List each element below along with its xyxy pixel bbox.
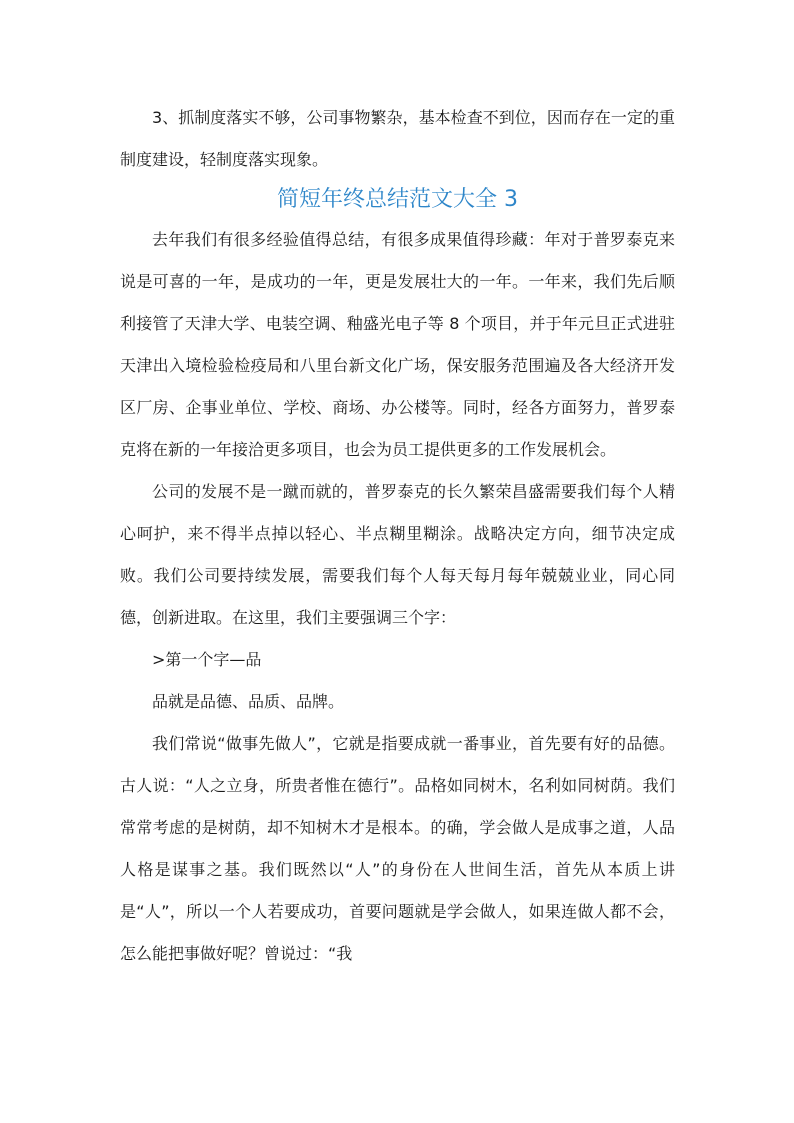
document-page bbox=[120, 97, 675, 975]
subheading-first-character: >第一个字—品 bbox=[152, 650, 262, 669]
body-paragraph: 去年我们有很多经验值得总结，有很多成果值得珍藏：年对于普罗泰克来说是可喜的一年，是成功的一年，更是发展壮大的一年。一年来，我们先后顺利接管了天津大学、电装空调、釉盛光电子等 8 个项目，并于年元旦正式进驻天津出入境检验检疫局和八里台新文化广场，保安服务范围遍及各大经济开发区厂房、企事业单位、学校、商场、办公楼等。同时，经各方面努力，普罗泰克将在新的一年接洽更多项目，也会为员工提供更多的工作发展机会。 bbox=[120, 230, 675, 459]
section-title: 简短年终总结范文大全 3 bbox=[277, 187, 518, 212]
body-paragraph: 我们常说“做事先做人”，它就是指要成就一番事业，首先要有好的品德。古人说：“人之立身，所贵者惟在德行”。品格如同树木，名利如同树荫。我们常常考虑的是树荫，却不知树木才是根本。的确，学会做人是成事之道，人品人格是谋事之基。我们既然以“人”的身份在人世间生活，首先从本质上讲是“人”，所以一个人若要成功，首要问题就是学会做人，如果连做人都不会，怎么能把事做好呢？曾说过：“我 bbox=[120, 734, 675, 963]
body-paragraph: 公司的发展不是一蹴而就的，普罗泰克的长久繁荣昌盛需要我们每个人精心呵护，来不得半点掉以轻心、半点糊里糊涂。战略决定方向，细节决定成败。我们公司要持续发展，需要我们每个人每天每月每年兢兢业业，同心同德，创新进取。在这里，我们主要强调三个字： bbox=[120, 482, 675, 627]
body-paragraph: 品就是品德、品质、品牌。 bbox=[152, 692, 345, 711]
intro-paragraph: 3、抓制度落实不够，公司事物繁杂，基本检查不到位，因而存在一定的重制度建设，轻制度落实现象。 bbox=[120, 108, 675, 169]
